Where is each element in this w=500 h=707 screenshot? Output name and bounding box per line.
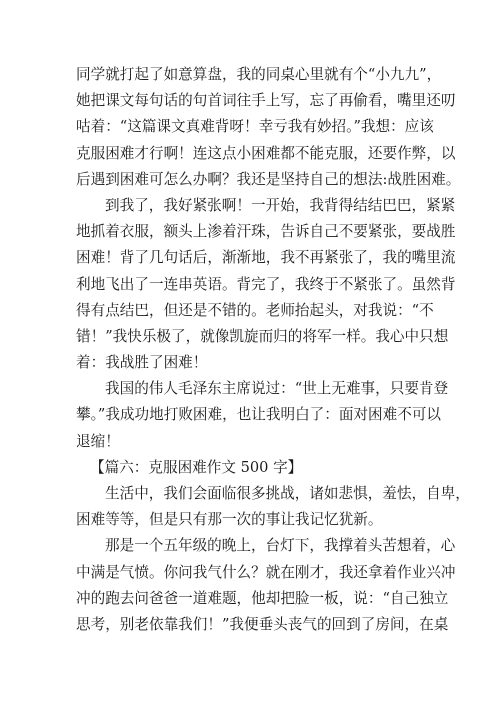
text-line: 利地飞出了一连串英语。背完了，我终于不紧张了。虽然背 — [76, 275, 456, 293]
text-line: 着：我战胜了困难！ — [76, 354, 208, 372]
text-line: 她把课文每句话的句首词往手上写，忘了再偷看，嘴里还叨 — [76, 92, 456, 110]
text-line: 我国的伟人毛泽东主席说过：“世上无难事，只要肯登 — [105, 380, 449, 398]
text-line: 得有点结巴，但还是不错的。老师抬起头，对我说：“不 — [76, 301, 434, 319]
text-line: 后遇到困难可怎么办啊？我还是坚持自己的想法:战胜困难。 — [76, 170, 461, 188]
text-line: 困难等等，但是只有那一次的事让我记忆犹新。 — [76, 511, 383, 529]
text-line: 错！”我快乐极了，就像凯旋而归的将军一样。我心中只想 — [76, 327, 449, 345]
document-body — [76, 62, 470, 638]
section-heading: 【篇六：克服困难作文 500 字】 — [90, 458, 303, 476]
text-line: 退缩！ — [76, 432, 120, 450]
text-line: 克服困难才行啊！连这点小困难都不能克服，还要作弊，以 — [76, 144, 456, 162]
text-line: 攀。”我成功地打败困难，也让我明白了：面对困难不可以 — [76, 406, 442, 424]
text-line: 到我了，我好紧张啊！一开始，我背得结结巴巴，紧紧 — [105, 196, 456, 214]
text-line: 中满是气愤。你问我气什么？就在刚才，我还拿着作业兴冲 — [76, 563, 456, 581]
text-line: 咕着：“这篇课文真难背呀！幸亏我有妙招。”我想：应该 — [76, 118, 434, 136]
text-line: 同学就打起了如意算盘，我的同桌心里就有个“小九九”， — [76, 66, 442, 83]
text-line: 冲的跑去问爸爸一道难题，他却把脸一板，说：“自己独立 — [76, 589, 449, 607]
text-line: 生活中，我们会面临很多挑战，诸如悲惧，羞怯，自卑， — [105, 485, 470, 502]
text-line: 地抓着衣服，额头上渗着汗珠，告诉自己不要紧张，要战胜 — [76, 223, 456, 241]
text-line: 那是一个五年级的晚上，台灯下，我撑着头苦想着，心 — [105, 537, 456, 555]
text-line: 思考，别老依靠我们！”我便垂头丧气的回到了房间，在桌 — [76, 615, 449, 633]
text-line: 困难！背了几句话后，渐渐地，我不再紧张了，我的嘴里流 — [76, 249, 456, 267]
